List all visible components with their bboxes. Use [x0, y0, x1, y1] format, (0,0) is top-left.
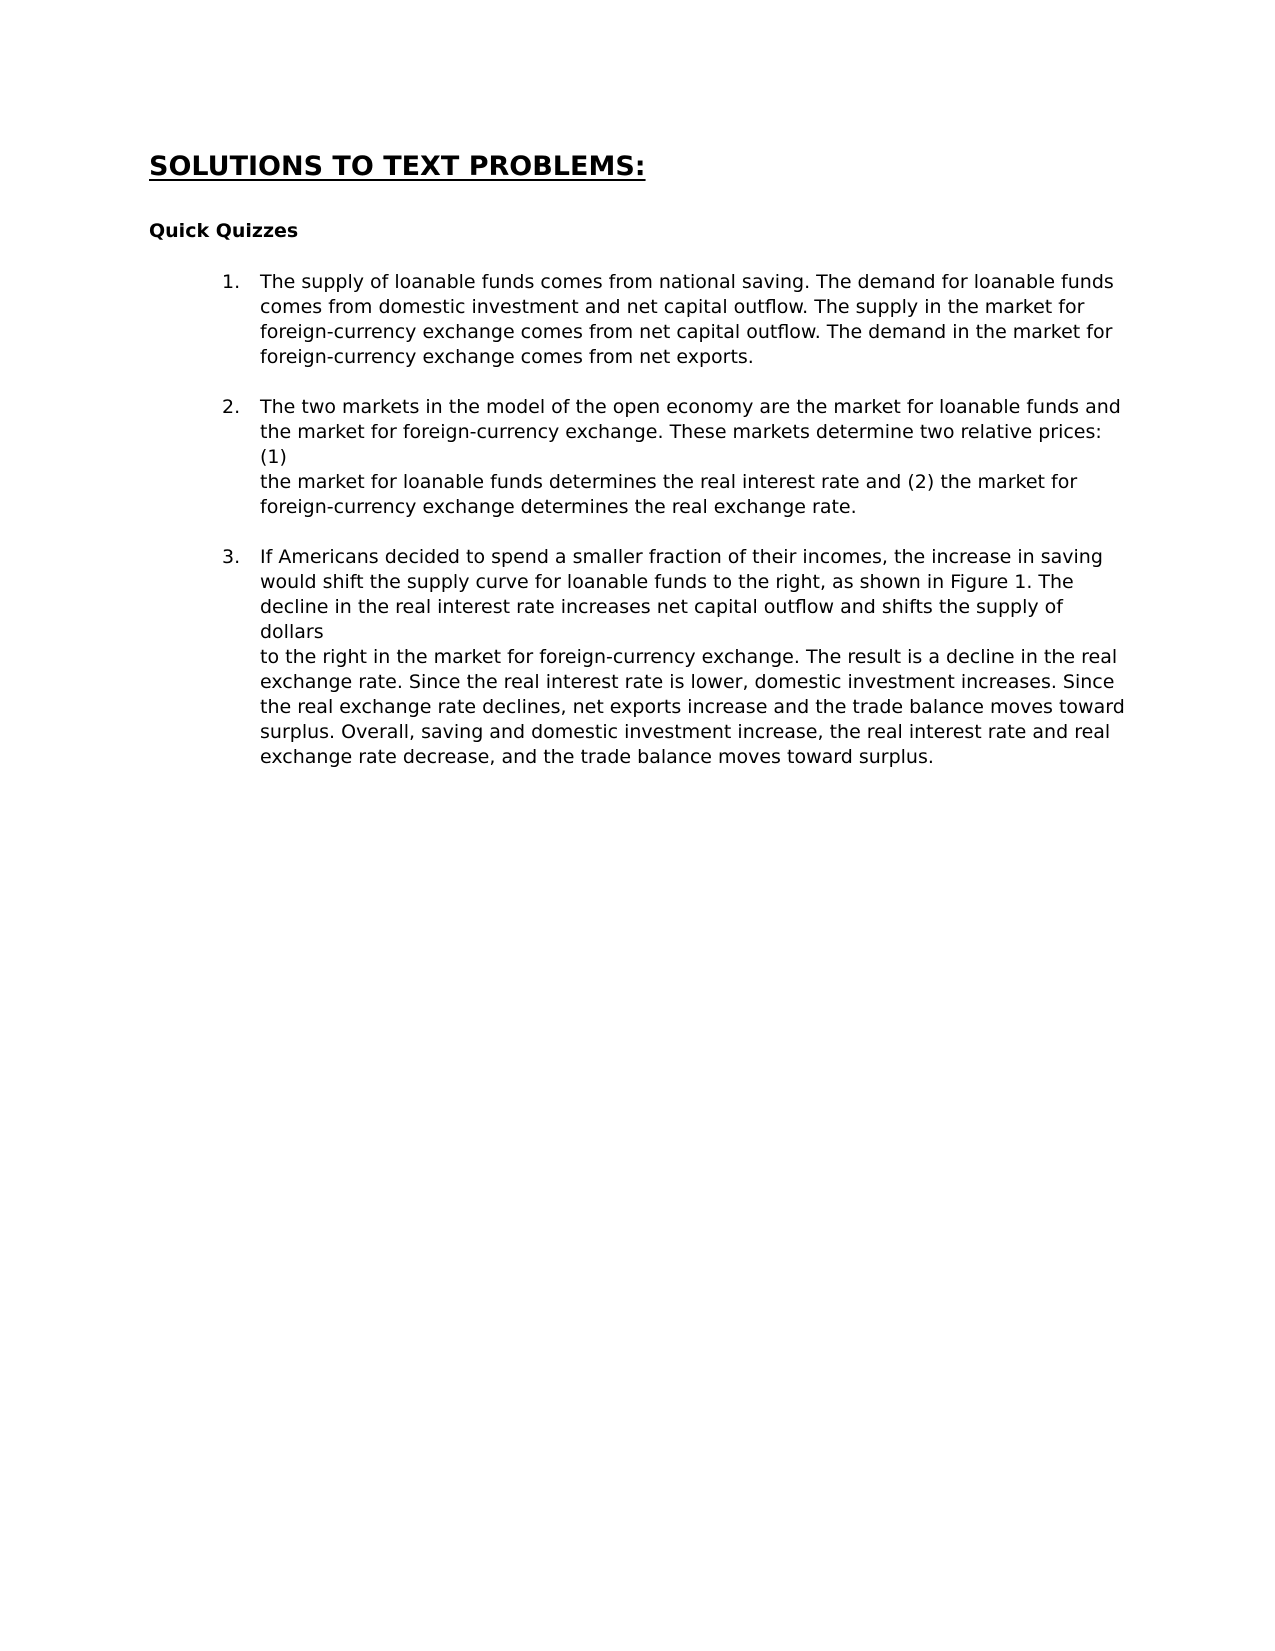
quiz-answer-text: The two markets in the model of the open economy are the market for loanable funds and the market for foreign-currency exchange. These markets determine two relative prices: (1) the market for loanable funds determines the real interest rate and (2) the market for foreign-currency exchange determines the real exchange rate.	[260, 396, 1121, 518]
quiz-answer-number: 1.	[222, 271, 241, 293]
section-title: Quick Quizzes	[149, 220, 299, 242]
quiz-answer-item	[0, 395, 1275, 520]
page-title: SOLUTIONS TO TEXT PROBLEMS:	[149, 151, 646, 182]
quiz-answer-list	[0, 270, 1275, 795]
quiz-answer-text: If Americans decided to spend a smaller fraction of their incomes, the increase in saving would shift the supply curve for loanable funds to the right, as shown in Figure 1. The decline in the real interest rate increases net capital outflow and shifts the supply of dollars to the right in the market for foreign-currency exchange. The result is a decline in the real exchange rate. Since the real interest rate is lower, domestic investment increases. Since the real exchange rate declines, net exports increase and the trade balance moves toward surplus. Overall, saving and domestic investment increase, the real interest rate and real exchange rate decrease, and the trade balance moves toward surplus.	[260, 546, 1125, 768]
quiz-answer-number: 2.	[222, 396, 241, 418]
quiz-answer-text: The supply of loanable funds comes from national saving. The demand for loanable funds comes from domestic investment and net capital outflow. The supply in the market for foreign-currency exchange comes from net capital outflow. The demand in the market for foreign-currency exchange comes from net exports.	[260, 271, 1114, 368]
quiz-answer-item	[0, 545, 1275, 770]
quiz-answer-number: 3.	[222, 546, 241, 568]
quiz-answer-item	[0, 270, 1275, 370]
